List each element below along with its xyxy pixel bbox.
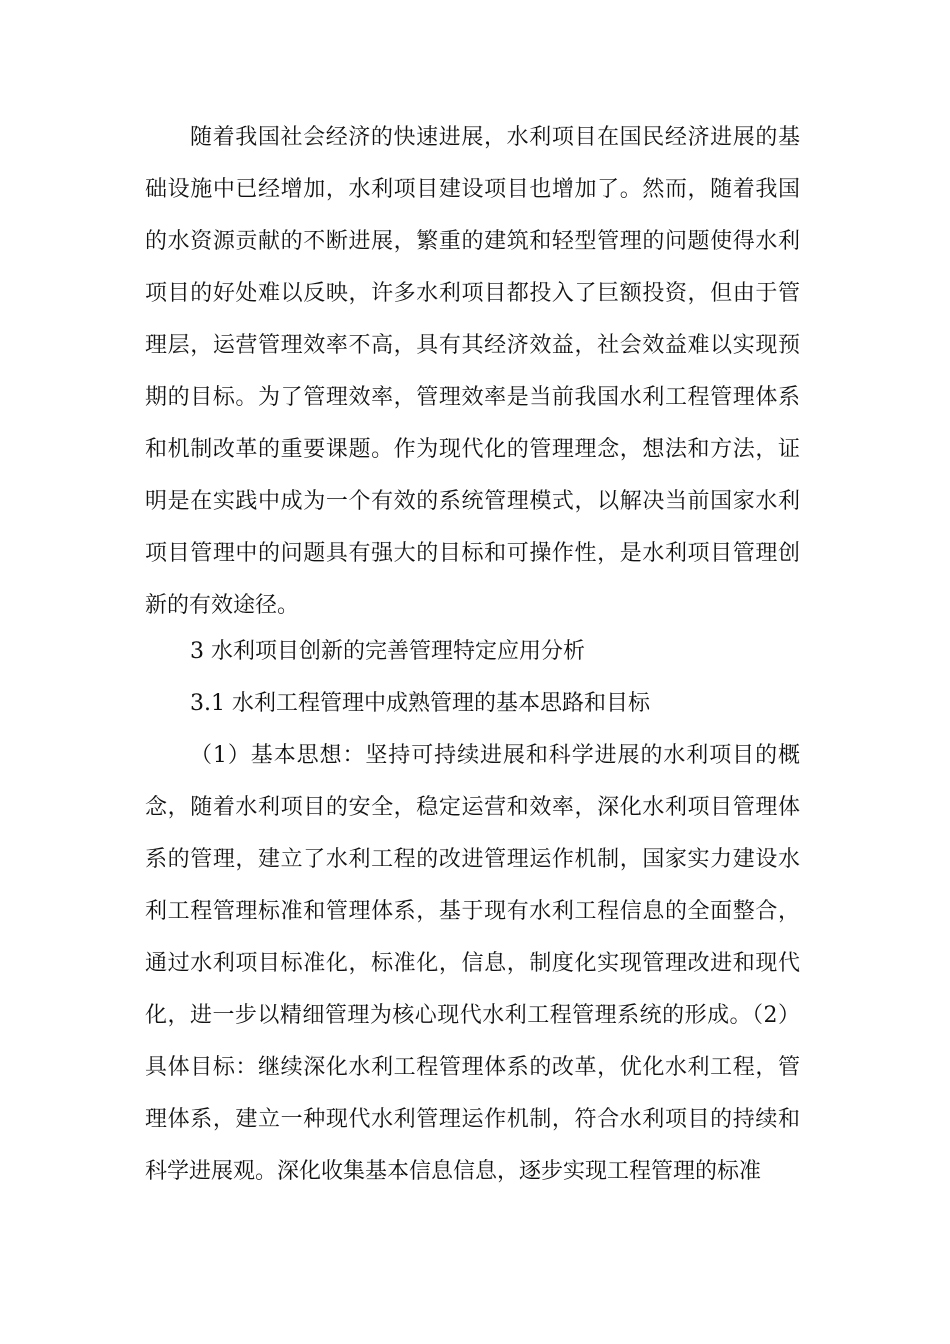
paragraph-1-line-1: 随着我国社会经济的快速进展，水利项目在国民经济进展的基 bbox=[190, 125, 800, 150]
paragraph-2-line-6: 化，进一步以精细管理为核心现代水利工程管理系统的形成。（2） bbox=[145, 1003, 800, 1028]
paragraph-2-line-4: 利工程管理标准和管理体系，基于现有水利工程信息的全面整合， bbox=[145, 899, 800, 924]
paragraph-2-line-8: 理体系，建立一种现代水利管理运作机制，符合水利项目的持续和 bbox=[145, 1107, 800, 1132]
paragraph-1-line-4: 项目的好处难以反映，许多水利项目都投入了巨额投资，但由于管 bbox=[145, 281, 800, 306]
paragraph-1-line-6: 期的目标。为了管理效率，管理效率是当前我国水利工程管理体系 bbox=[145, 385, 800, 410]
section-heading-3: 3 水利项目创新的完善管理特定应用分析 bbox=[190, 639, 585, 664]
paragraph-1-line-9: 项目管理中的问题具有强大的目标和可操作性，是水利项目管理创 bbox=[145, 541, 800, 566]
section-heading-3-1: 3.1 水利工程管理中成熟管理的基本思路和目标 bbox=[190, 691, 650, 716]
paragraph-2-line-1: （1）基本思想：坚持可持续进展和科学进展的水利项目的概 bbox=[190, 743, 800, 768]
paragraph-2-line-5: 通过水利项目标准化，标准化，信息，制度化实现管理改进和现代 bbox=[145, 951, 800, 976]
paragraph-1-line-7: 和机制改革的重要课题。作为现代化的管理理念，想法和方法，证 bbox=[145, 437, 800, 462]
paragraph-1-line-10: 新的有效途径。 bbox=[145, 593, 300, 618]
paragraph-1-line-3: 的水资源贡献的不断进展，繁重的建筑和轻型管理的问题使得水利 bbox=[145, 229, 800, 254]
paragraph-2-line-9: 科学进展观。深化收集基本信息信息，逐步实现工程管理的标准 bbox=[145, 1159, 762, 1184]
paragraph-2-line-7: 具体目标：继续深化水利工程管理体系的改革，优化水利工程，管 bbox=[145, 1055, 800, 1080]
paragraph-1-line-8: 明是在实践中成为一个有效的系统管理模式，以解决当前国家水利 bbox=[145, 489, 800, 514]
paragraph-1-line-5: 理层，运营管理效率不高，具有其经济效益，社会效益难以实现预 bbox=[145, 333, 800, 358]
paragraph-2-line-3: 系的管理，建立了水利工程的改进管理运作机制，国家实力建设水 bbox=[145, 847, 800, 872]
paragraph-1-line-2: 础设施中已经增加，水利项目建设项目也增加了。然而，随着我国 bbox=[145, 177, 800, 202]
paragraph-2-line-2: 念，随着水利项目的安全，稳定运营和效率，深化水利项目管理体 bbox=[145, 795, 800, 820]
